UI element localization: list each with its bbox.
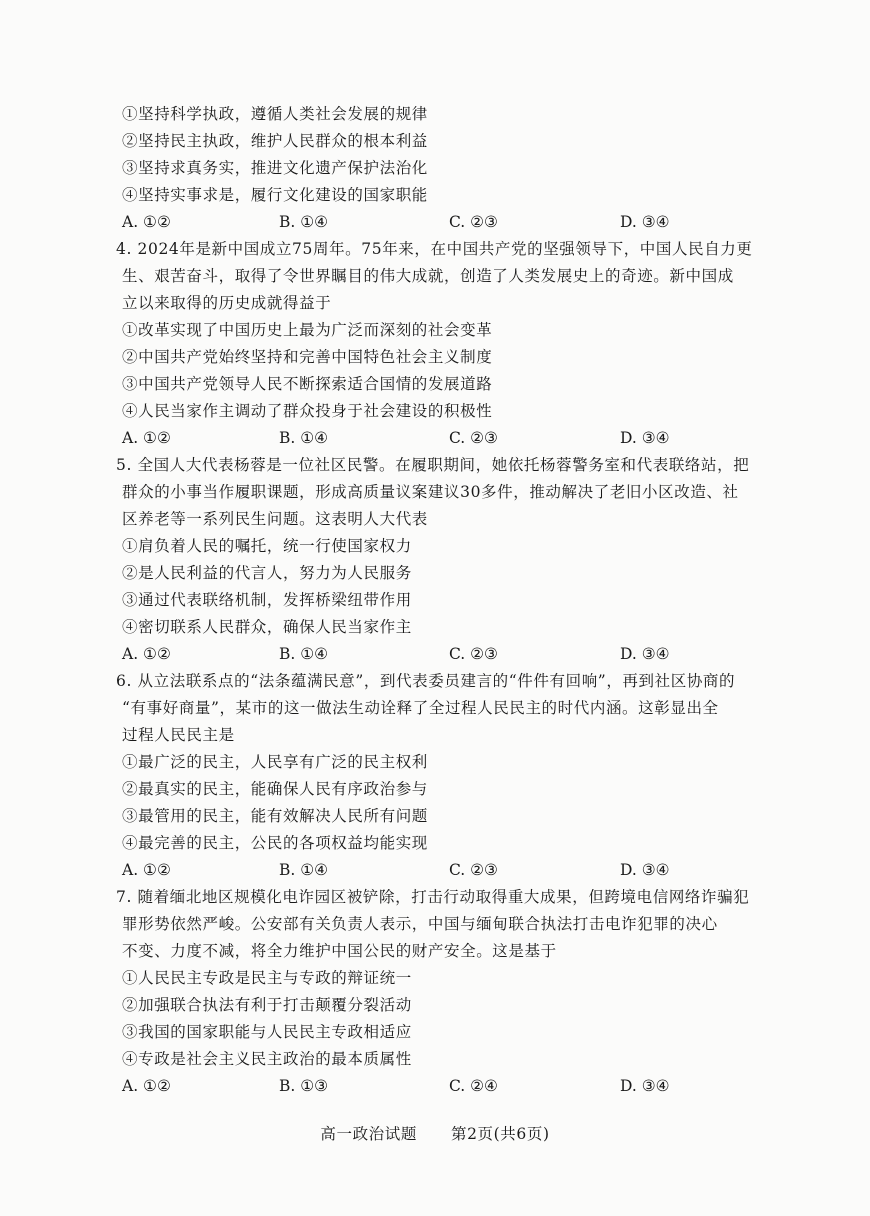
option-line: ④人民当家作主调动了群众投身于社会建设的积极性 xyxy=(122,402,493,420)
option-line: ②加强联合执法有利于打击颠覆分裂活动 xyxy=(122,996,412,1014)
choice-a[interactable]: A. ①② xyxy=(122,429,171,447)
choice-d[interactable]: D. ③④ xyxy=(620,861,670,879)
option-line: ④专政是社会主义民主政治的最本质属性 xyxy=(122,1050,412,1068)
choice-b[interactable]: B. ①④ xyxy=(279,213,329,231)
choice-b[interactable]: B. ①④ xyxy=(279,645,329,663)
choice-d[interactable]: D. ③④ xyxy=(620,213,670,231)
stem-line: 4. 2024年是新中国成立75周年。75年来，在中国共产党的坚强领导下，中国人民自力更 xyxy=(116,240,753,258)
choice-c[interactable]: C. ②③ xyxy=(449,213,498,231)
option-line: ③我国的国家职能与人民民主专政相适应 xyxy=(122,1023,412,1041)
stem-line: “有事好商量”，某市的这一做法生动诠释了全过程人民民主的时代内涵。这彰显出全 xyxy=(122,699,719,717)
choice-a[interactable]: A. ①② xyxy=(122,1077,171,1095)
stem-line: 5. 全国人大代表杨蓉是一位社区民警。在履职期间，她依托杨蓉警务室和代表联络站，把 xyxy=(116,456,750,474)
stem-line: 6. 从立法联系点的“法条蕴满民意”，到代表委员建言的“件件有回响”，再到社区协商的 xyxy=(116,672,736,690)
stem-line: 立以来取得的历史成就得益于 xyxy=(122,294,332,312)
stem-line: 生、艰苦奋斗，取得了令世界瞩目的伟大成就，创造了人类发展史上的奇迹。新中国成 xyxy=(122,267,734,285)
choice-c[interactable]: C. ②④ xyxy=(449,1077,498,1095)
question-4-choices xyxy=(118,425,783,452)
option-line: ①最广泛的民主，人民享有广泛的民主权利 xyxy=(122,753,428,771)
question-3-choices xyxy=(118,209,783,236)
footer-page-number: 第2页(共6页) xyxy=(450,1125,550,1143)
question-7-choices xyxy=(118,1073,783,1100)
stem-line: 罪形势依然严峻。公安部有关负责人表示，中国与缅甸联合执法打击电诈犯罪的决心 xyxy=(122,915,718,933)
choice-a[interactable]: A. ①② xyxy=(122,645,171,663)
choice-d[interactable]: D. ③④ xyxy=(620,645,670,663)
question-4-options xyxy=(118,317,783,425)
choice-c[interactable]: C. ②③ xyxy=(449,861,498,879)
option-line: ④最完善的民主，公民的各项权益均能实现 xyxy=(122,834,428,852)
question-content xyxy=(118,101,783,1100)
option-line: ①改革实现了中国历史上最为广泛而深刻的社会变革 xyxy=(122,321,493,339)
option-line: ①人民民主专政是民主与专政的辩证统一 xyxy=(122,969,412,987)
stem-line: 区养老等一系列民生问题。这表明人大代表 xyxy=(122,510,428,528)
footer-subject: 高一政治试题 xyxy=(320,1125,417,1143)
stem-line: 不变、力度不减，将全力维护中国公民的财产安全。这是基于 xyxy=(122,942,557,960)
option-line: ③最管用的民主，能有效解决人民所有问题 xyxy=(122,807,428,825)
question-5-stem xyxy=(118,452,783,533)
page-footer xyxy=(0,1122,870,1144)
option-line: ②中国共产党始终坚持和完善中国特色社会主义制度 xyxy=(122,348,493,366)
question-6-options xyxy=(118,749,783,857)
choice-b[interactable]: B. ①④ xyxy=(279,429,329,447)
question-6-stem xyxy=(118,668,783,749)
question-5-choices xyxy=(118,641,783,668)
option-line: ③中国共产党领导人民不断探索适合国情的发展道路 xyxy=(122,375,493,393)
choice-b[interactable]: B. ①③ xyxy=(279,1077,329,1095)
option-line: ④密切联系人民群众，确保人民当家作主 xyxy=(122,618,412,636)
stem-line: 群众的小事当作履职课题，形成高质量议案建议30多件，推动解决了老旧小区改造、社 xyxy=(122,483,739,501)
option-line: ①坚持科学执政，遵循人类社会发展的规律 xyxy=(122,105,428,123)
option-line: ③坚持求真务实，推进文化遗产保护法治化 xyxy=(122,159,428,177)
question-7-stem xyxy=(118,884,783,965)
question-5-options xyxy=(118,533,783,641)
stem-line: 过程人民民主是 xyxy=(122,726,235,744)
choice-b[interactable]: B. ①④ xyxy=(279,861,329,879)
option-line: ②最真实的民主，能确保人民有序政治参与 xyxy=(122,780,428,798)
choice-a[interactable]: A. ①② xyxy=(122,861,171,879)
option-line: ③通过代表联络机制，发挥桥梁纽带作用 xyxy=(122,591,412,609)
choice-d[interactable]: D. ③④ xyxy=(620,1077,670,1095)
option-line: ①肩负着人民的嘱托，统一行使国家权力 xyxy=(122,537,412,555)
question-3-options xyxy=(118,101,783,209)
stem-line: 7. 随着缅北地区规模化电诈园区被铲除，打击行动取得重大成果，但跨境电信网络诈骗犯 xyxy=(116,888,750,906)
choice-c[interactable]: C. ②③ xyxy=(449,645,498,663)
question-6-choices xyxy=(118,857,783,884)
option-line: ④坚持实事求是，履行文化建设的国家职能 xyxy=(122,186,428,204)
choice-c[interactable]: C. ②③ xyxy=(449,429,498,447)
question-7-options xyxy=(118,965,783,1073)
choice-a[interactable]: A. ①② xyxy=(122,213,171,231)
option-line: ②坚持民主执政，维护人民群众的根本利益 xyxy=(122,132,428,150)
question-4-stem xyxy=(118,236,783,317)
choice-d[interactable]: D. ③④ xyxy=(620,429,670,447)
option-line: ②是人民利益的代言人，努力为人民服务 xyxy=(122,564,412,582)
